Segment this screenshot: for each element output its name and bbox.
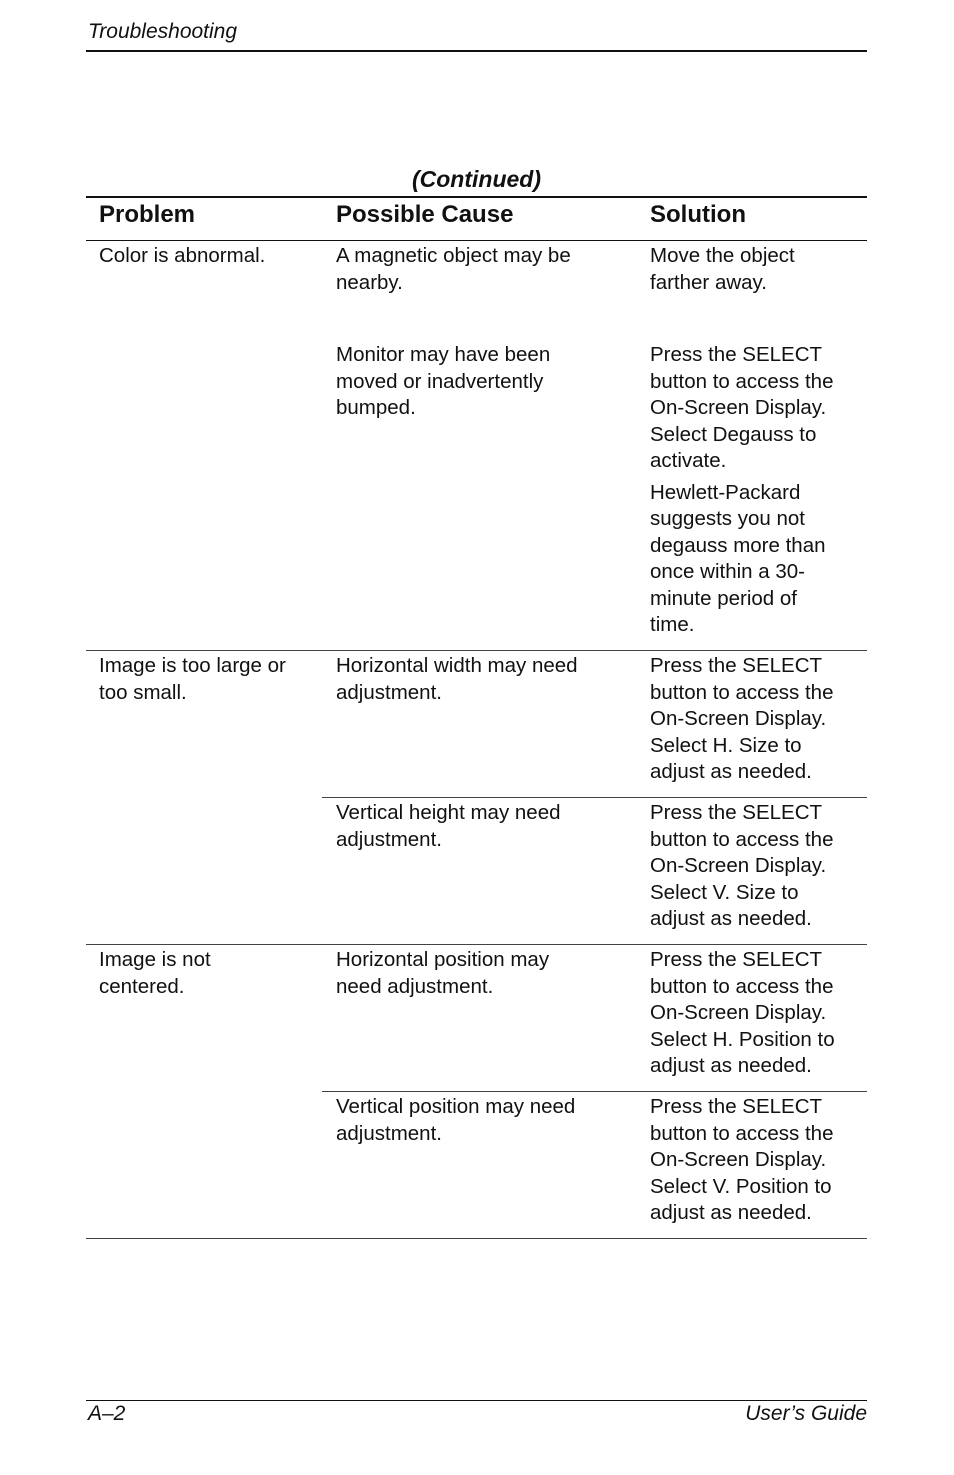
table-top-rule [86,196,867,198]
table-row-solution [650,243,820,296]
table-row-problem: Image is not centered. [99,948,211,998]
book-title: User’s Guide [745,1402,867,1425]
table-row-solution [650,800,842,933]
footer-rule [86,1400,867,1401]
continued-label: (Continued) [411,166,541,192]
table-row-cause: Horizontal width may need adjustment. [336,654,578,704]
group-separator-rule [86,650,867,651]
table-row-cause: Vertical position may need adjustment. [336,1095,576,1145]
solution-paragraph: Move the object farther away. [650,244,795,294]
cause-separator-rule [322,1091,867,1092]
table-row-problem: Image is too large or too small. [99,654,286,704]
table-bottom-rule [86,1238,867,1239]
solution-paragraph: Press the SELECT button to access the On-Screen Display. Select Degauss to activate. [650,343,834,472]
column-header-cause: Possible Cause [336,201,514,228]
table-row-cause: Vertical height may need adjustment. [336,801,561,851]
table-row-cause: Monitor may have been moved or inadvertently bumped. [336,343,551,419]
table-row-solution [650,947,850,1080]
header-rule [86,50,867,52]
running-header: Troubleshooting [88,20,238,43]
table-row-solution [650,653,842,786]
table-row-solution [650,1094,850,1227]
solution-paragraph: Press the SELECT button to access the On-Screen Display. Select V. Position to adjust as needed. [650,1095,834,1224]
solution-paragraph: Press the SELECT button to access the On-Screen Display. Select H. Size to adjust as needed. [650,654,834,783]
header-bottom-rule [86,240,867,241]
table-row-solution [650,342,842,639]
page-number: A–2 [88,1402,126,1425]
solution-paragraph: Hewlett-Packard suggests you not degauss more than once within a 30-minute period of time. [650,480,826,636]
column-header-problem: Problem [99,201,196,228]
group-separator-rule [86,944,867,945]
solution-paragraph: Press the SELECT button to access the On-Screen Display. Select H. Position to adjust as needed. [650,948,835,1077]
cause-separator-rule [322,797,867,798]
table-row-cause: Horizontal position may need adjustment. [336,948,550,998]
column-header-solution: Solution [650,201,746,228]
table-row-problem: Color is abnormal. [99,244,266,267]
solution-paragraph: Press the SELECT button to access the On-Screen Display. Select V. Size to adjust as needed. [650,801,834,930]
table-row-cause: A magnetic object may be nearby. [336,244,571,294]
